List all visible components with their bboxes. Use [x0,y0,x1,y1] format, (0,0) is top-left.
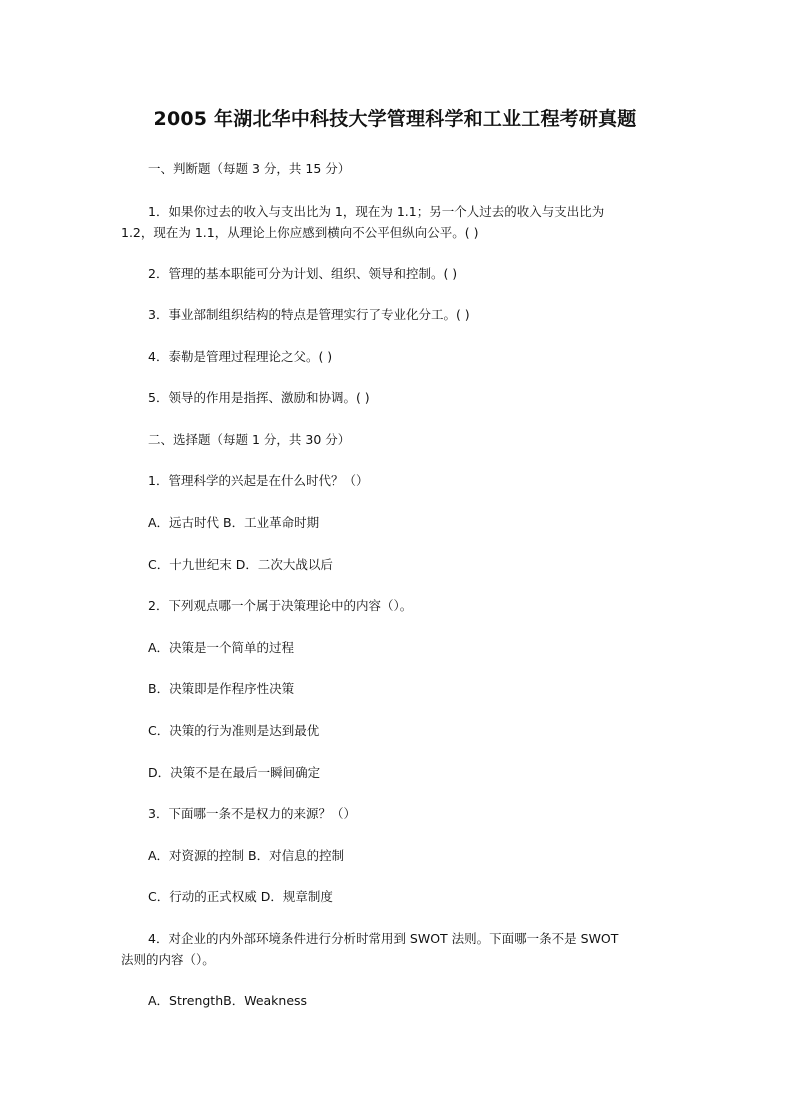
judgment-item-5: 5．领导的作用是指挥、激励和协调。( ) [148,390,370,405]
choice-line: 3．下面哪一条不是权力的来源？（） [148,806,356,821]
choice-line: C．决策的行为准则是达到最优 [148,723,320,738]
choice-line: C．行动的正式权威 D．规章制度 [148,889,333,904]
choice-line: 2．下列观点哪一个属于决策理论中的内容（）。 [148,598,413,613]
choice-line: A．远古时代 B．工业革命时期 [148,515,320,530]
choice-q4-line2: 法则的内容（）。 [121,952,215,967]
judgment-item-2: 2．管理的基本职能可分为计划、组织、领导和控制。( ) [148,266,458,281]
section-heading-judgment: 一、判断题（每题 3 分，共 15 分） [148,161,351,176]
choice-q4-options: A．StrengthB．Weakness [148,993,308,1008]
choice-line: D．决策不是在最后一瞬间确定 [148,765,321,780]
judgment-item-1-line2: 1.2，现在为 1.1，从理论上你应感到横向不公平但纵向公平。( ) [121,225,479,240]
judgment-item-4: 4．泰勒是管理过程理论之父。( ) [148,349,333,364]
section-heading-choice: 二、选择题（每题 1 分，共 30 分） [148,432,351,447]
choice-q4-line1: 4．对企业的内外部环境条件进行分析时常用到 SWOT 法则。下面哪一条不是 SWOT [148,931,619,946]
judgment-item-1-line1: 1．如果你过去的收入与支出比为 1，现在为 1.1；另一个人过去的收入与支出比为 [148,204,605,219]
choice-line: B．决策即是作程序性决策 [148,681,295,696]
document-title: 2005 年湖北华中科技大学管理科学和工业工程考研真题 [153,108,637,130]
judgment-item-3: 3．事业部制组织结构的特点是管理实行了专业化分工。( ) [148,307,470,322]
choice-line: 1．管理科学的兴起是在什么时代？（） [148,473,369,488]
choice-line: A．对资源的控制 B．对信息的控制 [148,848,345,863]
choice-line: A．决策是一个简单的过程 [148,640,295,655]
choice-line: C．十九世纪末 D．二次大战以后 [148,557,333,572]
